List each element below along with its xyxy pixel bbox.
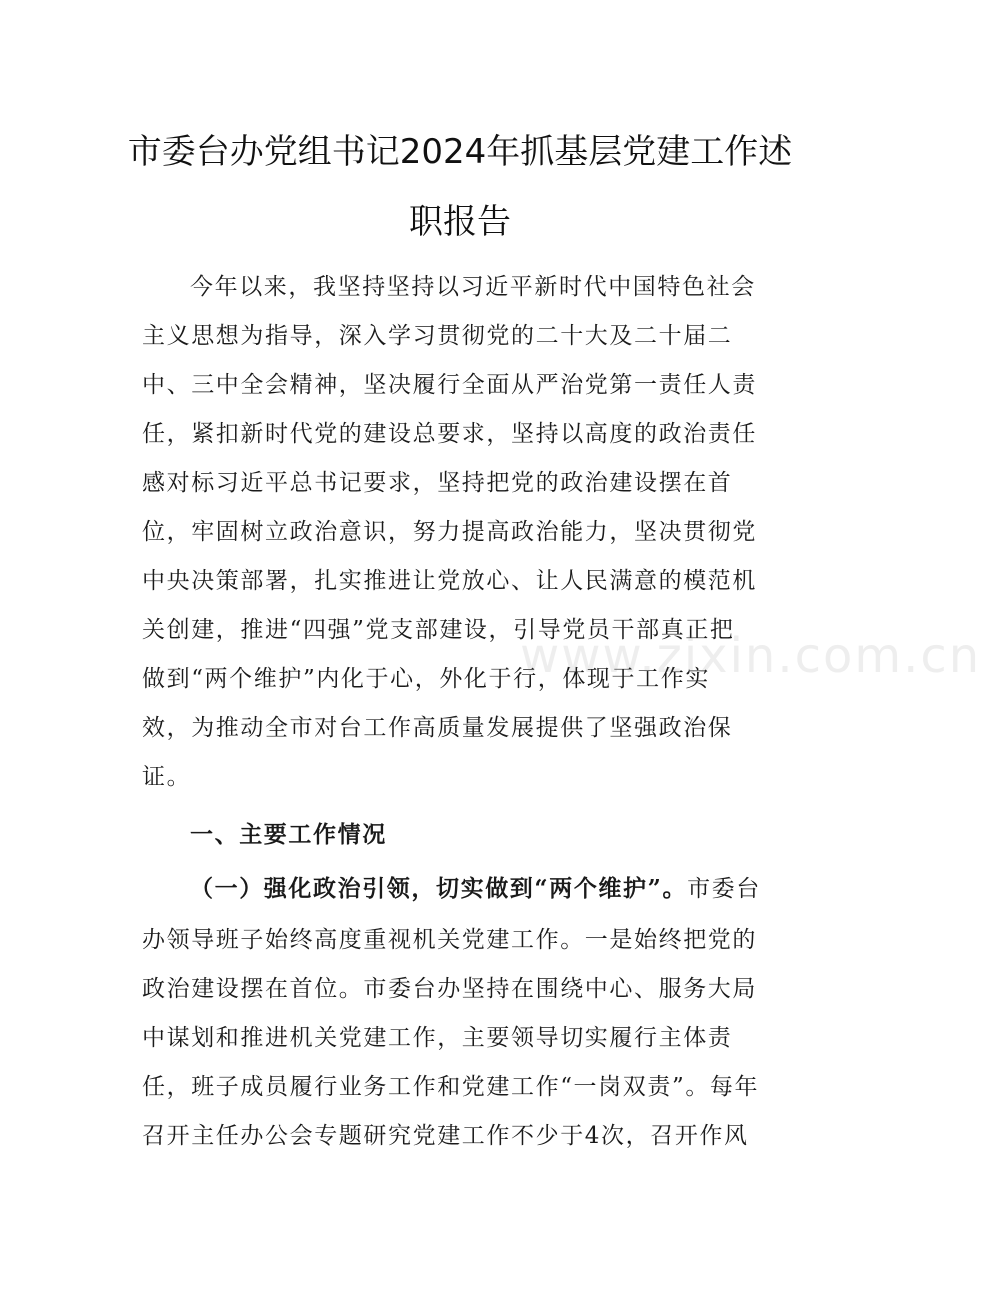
subsection-line: 政治建设摆在首位。市委台办坚持在围绕中心、服务大局	[142, 976, 757, 1002]
subsection-line: 办领导班子始终高度重视机关党建工作。一是始终把党的	[142, 927, 757, 953]
intro-line: 做到“两个维护”内化于心，外化于行，体现于工作实	[142, 666, 710, 692]
intro-line: 位，牢固树立政治意识，努力提高政治能力，坚决贯彻党	[142, 519, 757, 545]
section-heading: 一、主要工作情况	[190, 821, 387, 848]
document-title-line-2: 职报告	[409, 202, 511, 242]
intro-line: 中、三中全会精神，坚决履行全面从严治党第一责任人责	[142, 372, 757, 398]
intro-line: 感对标习近平总书记要求，坚持把党的政治建设摆在首	[142, 470, 733, 496]
intro-line: 效，为推动全市对台工作高质量发展提供了坚强政治保	[142, 715, 733, 741]
intro-line: 关创建，推进“四强”党支部建设，引导党员干部真正把	[142, 617, 735, 643]
watermark: www.zixin.com.cn	[520, 628, 981, 684]
intro-line: 主义思想为指导，深入学习贯彻党的二十大及二十届二	[142, 323, 733, 349]
subsection-heading: （一）强化政治引领，切实做到“两个维护”。	[190, 875, 688, 902]
subsection-line: 任，班子成员履行业务工作和党建工作“一岗双责”。每年	[142, 1074, 760, 1100]
subsection-line: 中谋划和推进机关党建工作，主要领导切实履行主体责	[142, 1025, 733, 1051]
document-title-line-1: 市委台办党组书记2024年抓基层党建工作述	[127, 132, 793, 172]
subsection-line: 召开主任办公会专题研究党建工作不少于4次，召开作风	[142, 1123, 749, 1149]
subsection-first-tail: 市委台	[687, 876, 761, 902]
subsection-first-line	[190, 874, 761, 904]
intro-line: 证。	[142, 764, 192, 790]
intro-line: 中央决策部署，扎实推进让党放心、让人民满意的模范机	[142, 568, 757, 594]
intro-line: 今年以来，我坚持坚持以习近平新时代中国特色社会	[190, 274, 756, 300]
intro-line: 任，紧扣新时代党的建设总要求，坚持以高度的政治责任	[142, 421, 757, 447]
